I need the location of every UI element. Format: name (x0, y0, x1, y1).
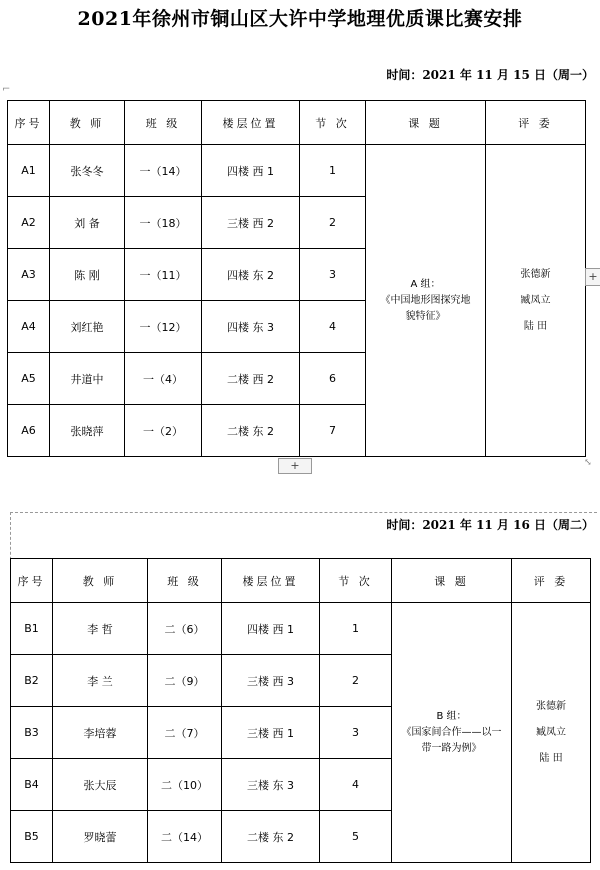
cell-location: 二楼 东 2 (202, 405, 300, 457)
cell-period: 7 (300, 405, 366, 457)
cell-id: B2 (11, 655, 53, 707)
schedule-table-day2 (10, 558, 591, 863)
header-cell: 楼层位置 (202, 101, 300, 145)
cell-class: 二（6） (148, 603, 222, 655)
judge-name: 陆 田 (539, 752, 563, 764)
cell-location: 二楼 东 2 (222, 811, 320, 863)
cell-class: 二（14） (148, 811, 222, 863)
cell-class: 一（2） (125, 405, 202, 457)
judge-name: 臧凤立 (520, 294, 551, 306)
cell-teacher: 陈 刚 (50, 249, 125, 301)
cell-id: B5 (11, 811, 53, 863)
judges-cell (486, 145, 586, 457)
cell-class: 一（11） (125, 249, 202, 301)
table-row (8, 145, 586, 197)
header-cell: 教 师 (53, 559, 148, 603)
header-cell: 评 委 (486, 101, 586, 145)
cell-location: 四楼 东 3 (202, 301, 300, 353)
topic-group: A 组： (410, 278, 441, 290)
cell-class: 一（12） (125, 301, 202, 353)
cell-location: 四楼 西 1 (222, 603, 320, 655)
topic-cell (366, 145, 486, 457)
cell-class: 一（14） (125, 145, 202, 197)
cell-teacher: 刘红艳 (50, 301, 125, 353)
cell-id: B3 (11, 707, 53, 759)
cell-period: 1 (300, 145, 366, 197)
cell-teacher: 李 哲 (53, 603, 148, 655)
cell-id: A6 (8, 405, 50, 457)
cell-teacher: 刘 备 (50, 197, 125, 249)
judge-name: 臧凤立 (536, 726, 566, 738)
judge-name: 张德新 (520, 268, 551, 280)
cell-id: A3 (8, 249, 50, 301)
cell-period: 5 (320, 811, 392, 863)
cell-class: 二（10） (148, 759, 222, 811)
topic-name: 《中国地形图探究地貌特征》 (380, 294, 471, 322)
cell-location: 四楼 西 1 (202, 145, 300, 197)
cell-id: A4 (8, 301, 50, 353)
cell-id: A2 (8, 197, 50, 249)
header-cell: 节 次 (320, 559, 392, 603)
topic-name: 《国家间合作——以一带一路为例》 (401, 726, 502, 754)
cell-period: 1 (320, 603, 392, 655)
header-cell: 教 师 (50, 101, 125, 145)
add-column-button[interactable]: + (585, 268, 600, 286)
header-cell: 楼层位置 (222, 559, 320, 603)
cell-period: 2 (320, 655, 392, 707)
cell-teacher: 张晓萍 (50, 405, 125, 457)
cell-teacher: 张大辰 (53, 759, 148, 811)
cell-id: B1 (11, 603, 53, 655)
day1-time: 时间：2021 年 11 月 15 日（周一） (386, 68, 594, 82)
header-cell: 序号 (11, 559, 53, 603)
cell-teacher: 张冬冬 (50, 145, 125, 197)
cell-id: A1 (8, 145, 50, 197)
header-cell: 节 次 (300, 101, 366, 145)
resize-handle-icon[interactable]: ⤡ (584, 458, 592, 468)
cell-class: 二（7） (148, 707, 222, 759)
cell-period: 4 (300, 301, 366, 353)
table-header-row (11, 559, 591, 603)
header-cell: 课 题 (366, 101, 486, 145)
table-row (11, 603, 591, 655)
cell-id: B4 (11, 759, 53, 811)
header-cell: 评 委 (512, 559, 591, 603)
cell-period: 3 (320, 707, 392, 759)
page-corner-mark: ⌐ (2, 84, 11, 95)
cell-period: 6 (300, 353, 366, 405)
cell-period: 2 (300, 197, 366, 249)
add-row-button[interactable]: + (278, 458, 312, 474)
judge-name: 张德新 (536, 700, 566, 712)
cell-period: 4 (320, 759, 392, 811)
cell-teacher: 罗晓蕾 (53, 811, 148, 863)
cell-id: A5 (8, 353, 50, 405)
topic-cell (392, 603, 512, 863)
cell-teacher: 井道中 (50, 353, 125, 405)
cell-teacher: 李 兰 (53, 655, 148, 707)
cell-location: 三楼 西 2 (202, 197, 300, 249)
cell-location: 三楼 西 1 (222, 707, 320, 759)
cell-class: 二（9） (148, 655, 222, 707)
cell-location: 三楼 西 3 (222, 655, 320, 707)
cell-location: 四楼 东 2 (202, 249, 300, 301)
cell-location: 三楼 东 3 (222, 759, 320, 811)
schedule-table-day1 (7, 100, 586, 457)
day2-time: 时间：2021 年 11 月 16 日（周二） (386, 518, 594, 532)
cell-teacher: 李培蓉 (53, 707, 148, 759)
page-title: 2021年徐州市铜山区大许中学地理优质课比赛安排 (77, 8, 523, 30)
cell-location: 二楼 西 2 (202, 353, 300, 405)
cell-class: 一（4） (125, 353, 202, 405)
table-header-row (8, 101, 586, 145)
header-cell: 班 级 (125, 101, 202, 145)
header-cell: 班 级 (148, 559, 222, 603)
topic-group: B 组： (436, 710, 467, 722)
header-cell: 课 题 (392, 559, 512, 603)
judge-name: 陆 田 (523, 320, 548, 332)
cell-period: 3 (300, 249, 366, 301)
cell-class: 一（18） (125, 197, 202, 249)
judges-cell (512, 603, 591, 863)
header-cell: 序号 (8, 101, 50, 145)
